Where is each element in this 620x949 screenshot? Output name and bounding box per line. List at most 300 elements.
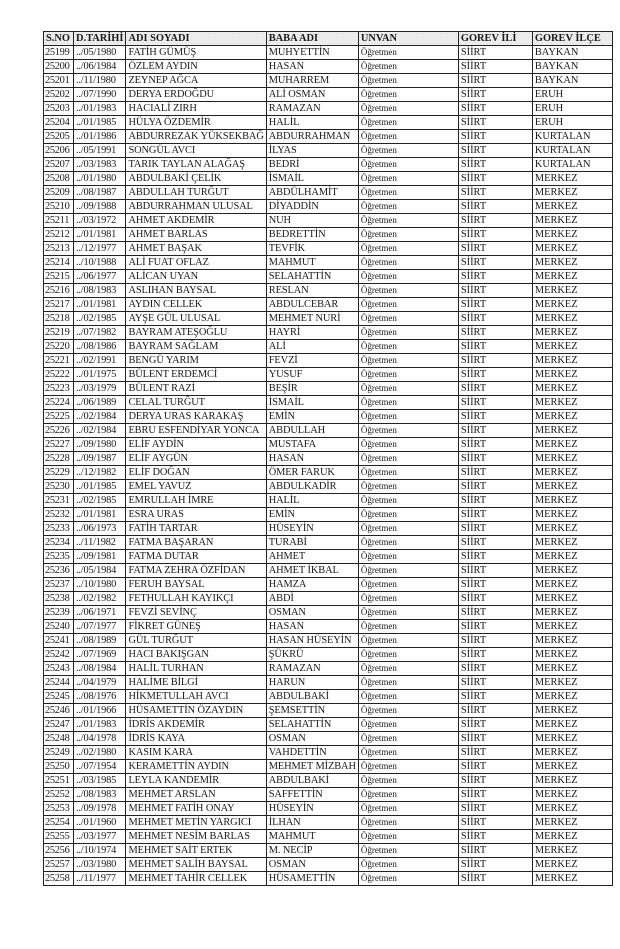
cell-sno: 25246	[44, 704, 74, 718]
cell-title: Öğretmen	[358, 830, 458, 844]
cell-title: Öğretmen	[358, 256, 458, 270]
cell-father-name: ALİ OSMAN	[266, 88, 358, 102]
cell-district: MERKEZ	[532, 830, 612, 844]
cell-sno: 25255	[44, 830, 74, 844]
cell-sno: 25208	[44, 172, 74, 186]
cell-title: Öğretmen	[358, 46, 458, 60]
table-row	[44, 690, 613, 704]
cell-father-name: MEHMET MİZBAH	[266, 760, 358, 774]
cell-province: SİİRT	[458, 382, 532, 396]
cell-father-name: ALİ	[266, 340, 358, 354]
cell-province: SİİRT	[458, 144, 532, 158]
cell-title: Öğretmen	[358, 200, 458, 214]
cell-sno: 25214	[44, 256, 74, 270]
cell-father-name: HALİL	[266, 494, 358, 508]
cell-father-name: YUSUF	[266, 368, 358, 382]
table-row	[44, 564, 613, 578]
cell-sno: 25224	[44, 396, 74, 410]
table-row	[44, 270, 613, 284]
cell-full-name: FEVZİ SEVİNÇ	[126, 606, 266, 620]
cell-father-name: ABDULBAKİ	[266, 690, 358, 704]
cell-title: Öğretmen	[358, 368, 458, 382]
cell-father-name: HÜSAMETTİN	[266, 872, 358, 886]
cell-sno: 25222	[44, 368, 74, 382]
cell-full-name: MEHMET NESİM BARLAS	[126, 830, 266, 844]
cell-birth-date: ../05/1984	[74, 564, 126, 578]
cell-birth-date: ../01/1983	[74, 102, 126, 116]
table-row	[44, 452, 613, 466]
cell-sno: 25257	[44, 858, 74, 872]
cell-sno: 25207	[44, 158, 74, 172]
cell-full-name: DERYA URAS KARAKAŞ	[126, 410, 266, 424]
table-row	[44, 620, 613, 634]
cell-sno: 25217	[44, 298, 74, 312]
cell-full-name: HACIALİ ZIRH	[126, 102, 266, 116]
cell-father-name: VAHDETTİN	[266, 746, 358, 760]
cell-sno: 25232	[44, 508, 74, 522]
cell-father-name: İLHAN	[266, 816, 358, 830]
cell-province: SİİRT	[458, 634, 532, 648]
cell-sno: 25241	[44, 634, 74, 648]
cell-province: SİİRT	[458, 284, 532, 298]
cell-birth-date: ../02/1982	[74, 592, 126, 606]
header-birth-date: D.TARİHİ	[74, 32, 126, 46]
header-sno: S.NO	[44, 32, 74, 46]
cell-province: SİİRT	[458, 508, 532, 522]
cell-birth-date: ../01/1981	[74, 508, 126, 522]
cell-full-name: BÜLENT RAZİ	[126, 382, 266, 396]
cell-district: MERKEZ	[532, 522, 612, 536]
cell-sno: 25236	[44, 564, 74, 578]
cell-father-name: BEDRİ	[266, 158, 358, 172]
cell-title: Öğretmen	[358, 592, 458, 606]
cell-province: SİİRT	[458, 774, 532, 788]
cell-sno: 25227	[44, 438, 74, 452]
cell-province: SİİRT	[458, 466, 532, 480]
cell-district: MERKEZ	[532, 494, 612, 508]
cell-father-name: SELAHATTİN	[266, 718, 358, 732]
cell-birth-date: ../08/1989	[74, 634, 126, 648]
cell-full-name: FATMA DUTAR	[126, 550, 266, 564]
table-row	[44, 410, 613, 424]
table-row	[44, 550, 613, 564]
cell-province: SİİRT	[458, 256, 532, 270]
table-row	[44, 60, 613, 74]
cell-birth-date: ../08/1983	[74, 788, 126, 802]
cell-father-name: AHMET	[266, 550, 358, 564]
cell-title: Öğretmen	[358, 634, 458, 648]
cell-birth-date: ../08/1976	[74, 690, 126, 704]
cell-sno: 25223	[44, 382, 74, 396]
cell-province: SİİRT	[458, 494, 532, 508]
table-row	[44, 46, 613, 60]
cell-birth-date: ../02/1985	[74, 494, 126, 508]
cell-full-name: ZEYNEP AĞCA	[126, 74, 266, 88]
cell-father-name: HÜSEYİN	[266, 522, 358, 536]
cell-sno: 25242	[44, 648, 74, 662]
cell-father-name: HÜSEYİN	[266, 802, 358, 816]
cell-district: MERKEZ	[532, 592, 612, 606]
cell-province: SİİRT	[458, 368, 532, 382]
cell-title: Öğretmen	[358, 312, 458, 326]
cell-title: Öğretmen	[358, 802, 458, 816]
cell-province: SİİRT	[458, 312, 532, 326]
cell-full-name: TARIK TAYLAN ALAĞAŞ	[126, 158, 266, 172]
cell-father-name: ABDÜLHAMİT	[266, 186, 358, 200]
table-row	[44, 424, 613, 438]
cell-district: KURTALAN	[532, 144, 612, 158]
cell-title: Öğretmen	[358, 242, 458, 256]
cell-birth-date: ../07/1990	[74, 88, 126, 102]
cell-sno: 25230	[44, 480, 74, 494]
cell-birth-date: ../02/1984	[74, 410, 126, 424]
table-row	[44, 354, 613, 368]
table-row	[44, 662, 613, 676]
cell-district: MERKEZ	[532, 578, 612, 592]
cell-sno: 25209	[44, 186, 74, 200]
cell-father-name: SELAHATTİN	[266, 270, 358, 284]
cell-birth-date: ../07/1982	[74, 326, 126, 340]
cell-full-name: HALİME BİLGİ	[126, 676, 266, 690]
cell-sno: 25238	[44, 592, 74, 606]
table-row	[44, 130, 613, 144]
header-district: GOREV İLÇE	[532, 32, 612, 46]
cell-birth-date: ../10/1980	[74, 578, 126, 592]
cell-district: BAYKAN	[532, 46, 612, 60]
cell-sno: 25218	[44, 312, 74, 326]
cell-sno: 25256	[44, 844, 74, 858]
cell-title: Öğretmen	[358, 340, 458, 354]
cell-province: SİİRT	[458, 802, 532, 816]
cell-full-name: FERUH BAYSAL	[126, 578, 266, 592]
cell-full-name: BENGÜ YARIM	[126, 354, 266, 368]
table-row	[44, 172, 613, 186]
cell-title: Öğretmen	[358, 410, 458, 424]
cell-father-name: HASAN	[266, 452, 358, 466]
cell-title: Öğretmen	[358, 452, 458, 466]
cell-province: SİİRT	[458, 746, 532, 760]
cell-father-name: ABDULKADİR	[266, 480, 358, 494]
cell-sno: 25199	[44, 46, 74, 60]
cell-full-name: LEYLA KANDEMİR	[126, 774, 266, 788]
cell-full-name: ASLIHAN BAYSAL	[126, 284, 266, 298]
table-row	[44, 396, 613, 410]
cell-district: MERKEZ	[532, 340, 612, 354]
table-header-row	[44, 32, 613, 46]
cell-district: MERKEZ	[532, 536, 612, 550]
cell-father-name: M. NECİP	[266, 844, 358, 858]
cell-father-name: BEŞİR	[266, 382, 358, 396]
cell-province: SİİRT	[458, 452, 532, 466]
cell-birth-date: ../07/1977	[74, 620, 126, 634]
cell-province: SİİRT	[458, 228, 532, 242]
cell-province: SİİRT	[458, 410, 532, 424]
cell-province: SİİRT	[458, 578, 532, 592]
cell-birth-date: ../09/1981	[74, 550, 126, 564]
cell-district: MERKEZ	[532, 410, 612, 424]
cell-district: ERUH	[532, 102, 612, 116]
cell-title: Öğretmen	[358, 858, 458, 872]
cell-father-name: ÖMER FARUK	[266, 466, 358, 480]
cell-sno: 25225	[44, 410, 74, 424]
cell-full-name: ABDULLAH TURĞUT	[126, 186, 266, 200]
cell-full-name: ELİF AYDİN	[126, 438, 266, 452]
table-row	[44, 816, 613, 830]
cell-title: Öğretmen	[358, 172, 458, 186]
cell-province: SİİRT	[458, 830, 532, 844]
cell-district: MERKEZ	[532, 298, 612, 312]
cell-sno: 25240	[44, 620, 74, 634]
cell-father-name: İLYAS	[266, 144, 358, 158]
cell-full-name: MEHMET SALİH BAYSAL	[126, 858, 266, 872]
cell-birth-date: ../01/1985	[74, 480, 126, 494]
cell-birth-date: ../01/1986	[74, 130, 126, 144]
table-row	[44, 522, 613, 536]
cell-province: SİİRT	[458, 172, 532, 186]
cell-province: SİİRT	[458, 102, 532, 116]
cell-district: ERUH	[532, 88, 612, 102]
table-row	[44, 760, 613, 774]
cell-sno: 25226	[44, 424, 74, 438]
table-row	[44, 802, 613, 816]
cell-title: Öğretmen	[358, 718, 458, 732]
cell-sno: 25249	[44, 746, 74, 760]
cell-birth-date: ../11/1980	[74, 74, 126, 88]
cell-province: SİİRT	[458, 872, 532, 886]
cell-birth-date: ../07/1969	[74, 648, 126, 662]
cell-title: Öğretmen	[358, 60, 458, 74]
cell-father-name: RAMAZAN	[266, 102, 358, 116]
cell-birth-date: ../01/1960	[74, 816, 126, 830]
cell-province: SİİRT	[458, 200, 532, 214]
cell-father-name: MEHMET NURİ	[266, 312, 358, 326]
table-row	[44, 102, 613, 116]
cell-father-name: HASAN	[266, 620, 358, 634]
cell-district: MERKEZ	[532, 200, 612, 214]
cell-province: SİİRT	[458, 522, 532, 536]
cell-title: Öğretmen	[358, 424, 458, 438]
cell-province: SİİRT	[458, 88, 532, 102]
cell-full-name: ABDULBAKİ ÇELİK	[126, 172, 266, 186]
cell-sno: 25234	[44, 536, 74, 550]
cell-birth-date: ../01/1981	[74, 228, 126, 242]
cell-birth-date: ../10/1974	[74, 844, 126, 858]
cell-title: Öğretmen	[358, 676, 458, 690]
cell-birth-date: ../02/1991	[74, 354, 126, 368]
cell-district: MERKEZ	[532, 172, 612, 186]
cell-sno: 25219	[44, 326, 74, 340]
cell-full-name: MEHMET METİN YARGICI	[126, 816, 266, 830]
cell-district: MERKEZ	[532, 718, 612, 732]
cell-district: MERKEZ	[532, 858, 612, 872]
cell-sno: 25233	[44, 522, 74, 536]
cell-province: SİİRT	[458, 396, 532, 410]
cell-birth-date: ../05/1991	[74, 144, 126, 158]
cell-birth-date: ../08/1984	[74, 662, 126, 676]
cell-full-name: EBRU ESFENDİYAR YONCA	[126, 424, 266, 438]
cell-title: Öğretmen	[358, 480, 458, 494]
cell-title: Öğretmen	[358, 494, 458, 508]
cell-father-name: ABDULCEBAR	[266, 298, 358, 312]
cell-sno: 25245	[44, 690, 74, 704]
cell-province: SİİRT	[458, 340, 532, 354]
cell-birth-date: ../09/1980	[74, 438, 126, 452]
header-father-name: BABA ADI	[266, 32, 358, 46]
cell-father-name: RESLAN	[266, 284, 358, 298]
table-row	[44, 284, 613, 298]
cell-full-name: AHMET AKDEMİR	[126, 214, 266, 228]
cell-father-name: NUH	[266, 214, 358, 228]
cell-birth-date: ../01/1975	[74, 368, 126, 382]
cell-father-name: İSMAİL	[266, 172, 358, 186]
cell-title: Öğretmen	[358, 298, 458, 312]
cell-birth-date: ../06/1971	[74, 606, 126, 620]
cell-full-name: EMEL YAVUZ	[126, 480, 266, 494]
cell-province: SİİRT	[458, 424, 532, 438]
cell-full-name: ABDURRAHMAN ULUSAL	[126, 200, 266, 214]
cell-full-name: MEHMET TAHİR CELLEK	[126, 872, 266, 886]
cell-title: Öğretmen	[358, 662, 458, 676]
table-row	[44, 144, 613, 158]
cell-sno: 25252	[44, 788, 74, 802]
cell-district: MERKEZ	[532, 382, 612, 396]
cell-full-name: MEHMET ARSLAN	[126, 788, 266, 802]
cell-province: SİİRT	[458, 620, 532, 634]
cell-title: Öğretmen	[358, 788, 458, 802]
cell-district: MERKEZ	[532, 354, 612, 368]
cell-full-name: FETHULLAH KAYIKÇI	[126, 592, 266, 606]
cell-district: KURTALAN	[532, 130, 612, 144]
cell-full-name: FİKRET GÜNEŞ	[126, 620, 266, 634]
personnel-list-table	[43, 31, 613, 886]
cell-full-name: ALİ FUAT OFLAZ	[126, 256, 266, 270]
cell-province: SİİRT	[458, 550, 532, 564]
cell-province: SİİRT	[458, 732, 532, 746]
cell-full-name: CELAL TURĞUT	[126, 396, 266, 410]
cell-title: Öğretmen	[358, 186, 458, 200]
cell-full-name: AYDIN CELLEK	[126, 298, 266, 312]
cell-sno: 25235	[44, 550, 74, 564]
cell-province: SİİRT	[458, 648, 532, 662]
table-row	[44, 466, 613, 480]
cell-district: MERKEZ	[532, 802, 612, 816]
cell-father-name: AHMET İKBAL	[266, 564, 358, 578]
cell-title: Öğretmen	[358, 270, 458, 284]
table-row	[44, 536, 613, 550]
cell-sno: 25243	[44, 662, 74, 676]
cell-father-name: RAMAZAN	[266, 662, 358, 676]
cell-title: Öğretmen	[358, 354, 458, 368]
table-row	[44, 116, 613, 130]
cell-birth-date: ../11/1977	[74, 872, 126, 886]
cell-birth-date: ../03/1983	[74, 158, 126, 172]
table-row	[44, 872, 613, 886]
cell-province: SİİRT	[458, 186, 532, 200]
cell-province: SİİRT	[458, 858, 532, 872]
cell-full-name: SONGÜL AVCI	[126, 144, 266, 158]
table-row	[44, 858, 613, 872]
cell-father-name: FEVZİ	[266, 354, 358, 368]
table-row	[44, 732, 613, 746]
table-row	[44, 382, 613, 396]
cell-district: MERKEZ	[532, 312, 612, 326]
cell-birth-date: ../03/1980	[74, 858, 126, 872]
cell-birth-date: ../01/1981	[74, 298, 126, 312]
cell-birth-date: ../01/1985	[74, 116, 126, 130]
cell-district: MERKEZ	[532, 508, 612, 522]
cell-full-name: KERAMETTİN AYDIN	[126, 760, 266, 774]
cell-father-name: BEDRETTİN	[266, 228, 358, 242]
cell-province: SİİRT	[458, 690, 532, 704]
cell-father-name: MUSTAFA	[266, 438, 358, 452]
cell-sno: 25210	[44, 200, 74, 214]
cell-province: SİİRT	[458, 438, 532, 452]
cell-province: SİİRT	[458, 130, 532, 144]
cell-birth-date: ../03/1977	[74, 830, 126, 844]
cell-full-name: ELİF AYGÜN	[126, 452, 266, 466]
cell-full-name: İDRİS AKDEMİR	[126, 718, 266, 732]
table-row	[44, 774, 613, 788]
cell-title: Öğretmen	[358, 396, 458, 410]
cell-father-name: ŞEMSETTİN	[266, 704, 358, 718]
cell-full-name: BÜLENT ERDEMCİ	[126, 368, 266, 382]
table-row	[44, 158, 613, 172]
cell-birth-date: ../12/1982	[74, 466, 126, 480]
table-row	[44, 200, 613, 214]
cell-full-name: ALİCAN UYAN	[126, 270, 266, 284]
table-row	[44, 718, 613, 732]
cell-father-name: TURABİ	[266, 536, 358, 550]
cell-province: SİİRT	[458, 270, 532, 284]
table-row	[44, 88, 613, 102]
cell-full-name: HACI BAKIŞGAN	[126, 648, 266, 662]
cell-father-name: ABDULLAH	[266, 424, 358, 438]
cell-full-name: FATMA ZEHRA ÖZFİDAN	[126, 564, 266, 578]
table-row	[44, 256, 613, 270]
cell-full-name: ESRA URAS	[126, 508, 266, 522]
cell-birth-date: ../01/1980	[74, 172, 126, 186]
cell-district: MERKEZ	[532, 396, 612, 410]
cell-title: Öğretmen	[358, 648, 458, 662]
cell-sno: 25221	[44, 354, 74, 368]
cell-full-name: İDRİS KAYA	[126, 732, 266, 746]
cell-sno: 25220	[44, 340, 74, 354]
cell-full-name: DERYA ERDOĞDU	[126, 88, 266, 102]
table-row	[44, 746, 613, 760]
cell-title: Öğretmen	[358, 732, 458, 746]
cell-district: MERKEZ	[532, 872, 612, 886]
cell-province: SİİRT	[458, 760, 532, 774]
table-row	[44, 578, 613, 592]
cell-district: MERKEZ	[532, 760, 612, 774]
cell-district: MERKEZ	[532, 774, 612, 788]
cell-province: SİİRT	[458, 326, 532, 340]
cell-full-name: FATMA BAŞARAN	[126, 536, 266, 550]
cell-district: MERKEZ	[532, 424, 612, 438]
cell-full-name: AHMET BARLAS	[126, 228, 266, 242]
cell-birth-date: ../02/1984	[74, 424, 126, 438]
cell-sno: 25204	[44, 116, 74, 130]
cell-father-name: ŞÜKRÜ	[266, 648, 358, 662]
cell-full-name: BAYRAM SAĞLAM	[126, 340, 266, 354]
table-row	[44, 844, 613, 858]
table-row	[44, 186, 613, 200]
cell-birth-date: ../09/1988	[74, 200, 126, 214]
cell-title: Öğretmen	[358, 466, 458, 480]
cell-full-name: MEHMET FATİH ONAY	[126, 802, 266, 816]
cell-birth-date: ../12/1977	[74, 242, 126, 256]
table-row	[44, 74, 613, 88]
